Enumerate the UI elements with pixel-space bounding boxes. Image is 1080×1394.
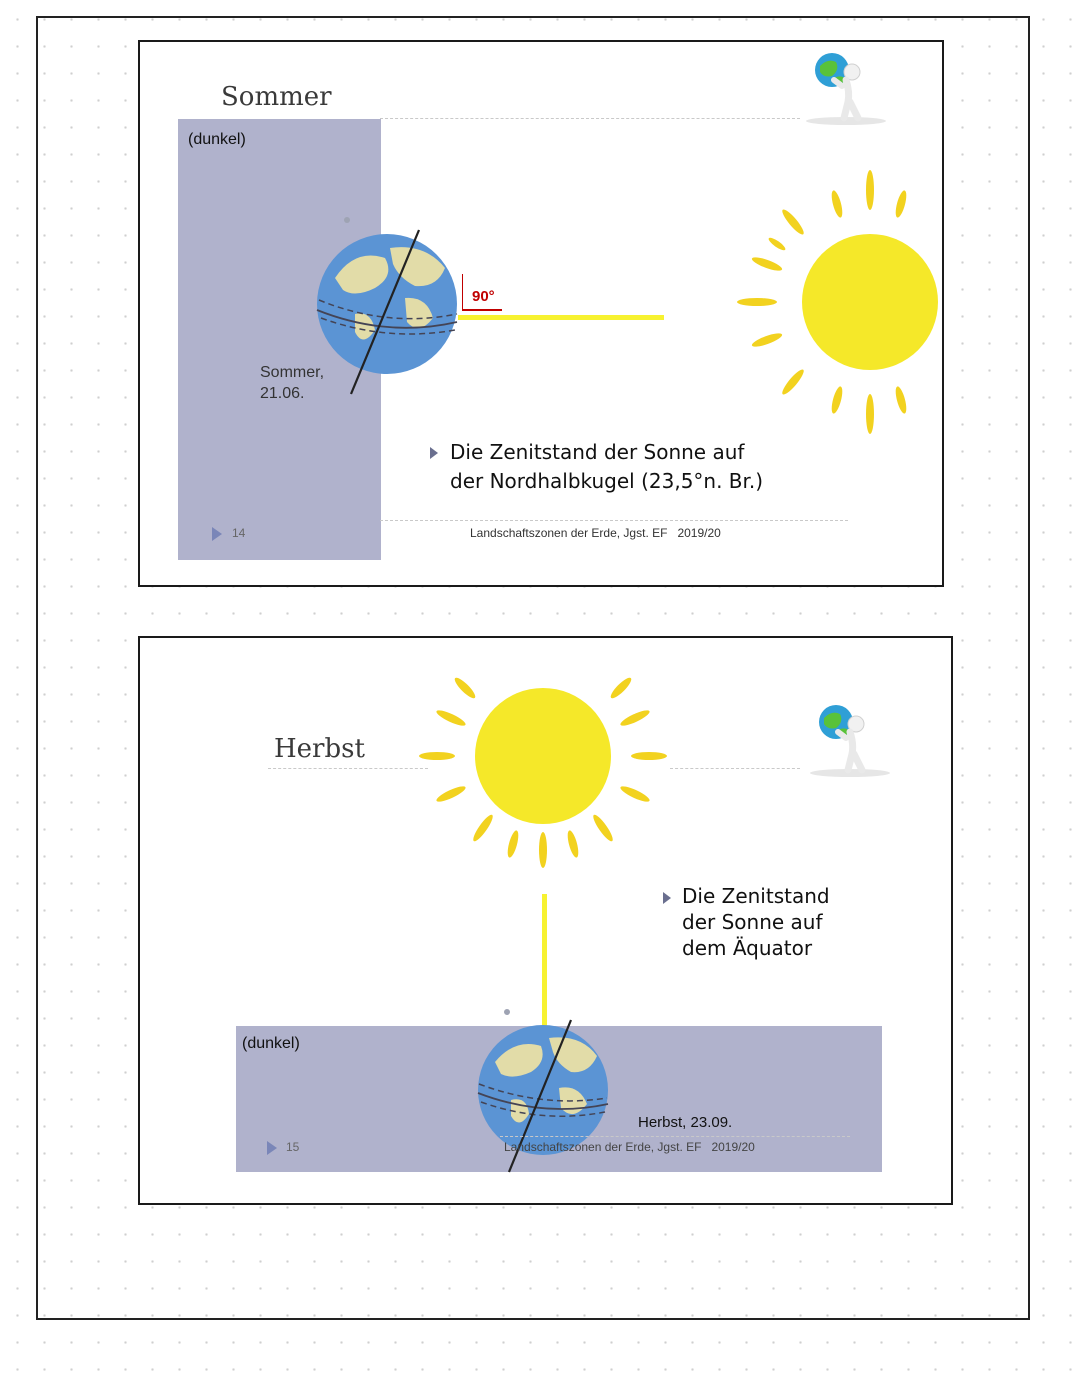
bullet-triangle-icon	[663, 892, 671, 904]
slide-footer: Landschaftszonen der Erde, Jgst. EF 2019/20	[470, 526, 721, 540]
slide-number-triangle-icon	[212, 527, 222, 541]
footer-divider	[500, 1136, 850, 1137]
angle-horizontal-mark	[462, 309, 502, 311]
slide-number: 14	[232, 526, 246, 540]
bullet-line1: Die Zenitstand	[682, 884, 830, 908]
globe-caption	[260, 362, 324, 404]
earth-globe-icon	[315, 218, 465, 403]
globe-caption-line1: Sommer,	[260, 364, 325, 381]
globe-caption-line2: 21.06.	[260, 385, 305, 402]
footer-divider	[380, 520, 848, 521]
sun-icon	[695, 162, 944, 442]
title-divider-left	[268, 768, 428, 769]
slide-title: Sommer	[221, 82, 332, 112]
slide-herbst	[138, 636, 953, 1205]
dark-label: (dunkel)	[188, 131, 246, 148]
bullet-text	[682, 883, 830, 961]
person-carrying-globe-icon	[800, 46, 890, 128]
globe-caption: Herbst, 23.09.	[638, 1114, 733, 1131]
bullet-text	[450, 438, 763, 496]
bullet-line3: dem Äquator	[682, 936, 813, 960]
bullet-line2: der Sonne auf	[682, 910, 823, 934]
dark-label: (dunkel)	[242, 1035, 300, 1052]
slide-number-triangle-icon	[267, 1141, 277, 1155]
slide-number: 15	[286, 1140, 300, 1154]
title-divider-right	[670, 768, 800, 769]
person-carrying-globe-icon	[804, 698, 894, 780]
bullet-line1: Die Zenitstand der Sonne auf	[450, 440, 745, 464]
bullet-line2: der Nordhalbkugel (23,5°n. Br.)	[450, 469, 764, 493]
sun-icon	[425, 678, 665, 868]
slide-footer: Landschaftszonen der Erde, Jgst. EF 2019/20	[504, 1140, 755, 1154]
angle-label: 90°	[472, 288, 495, 305]
sunlight-beam	[458, 315, 664, 320]
slide-sommer	[138, 40, 944, 587]
bullet-triangle-icon	[430, 447, 438, 459]
title-divider	[380, 118, 800, 119]
slide-title: Herbst	[274, 734, 365, 764]
